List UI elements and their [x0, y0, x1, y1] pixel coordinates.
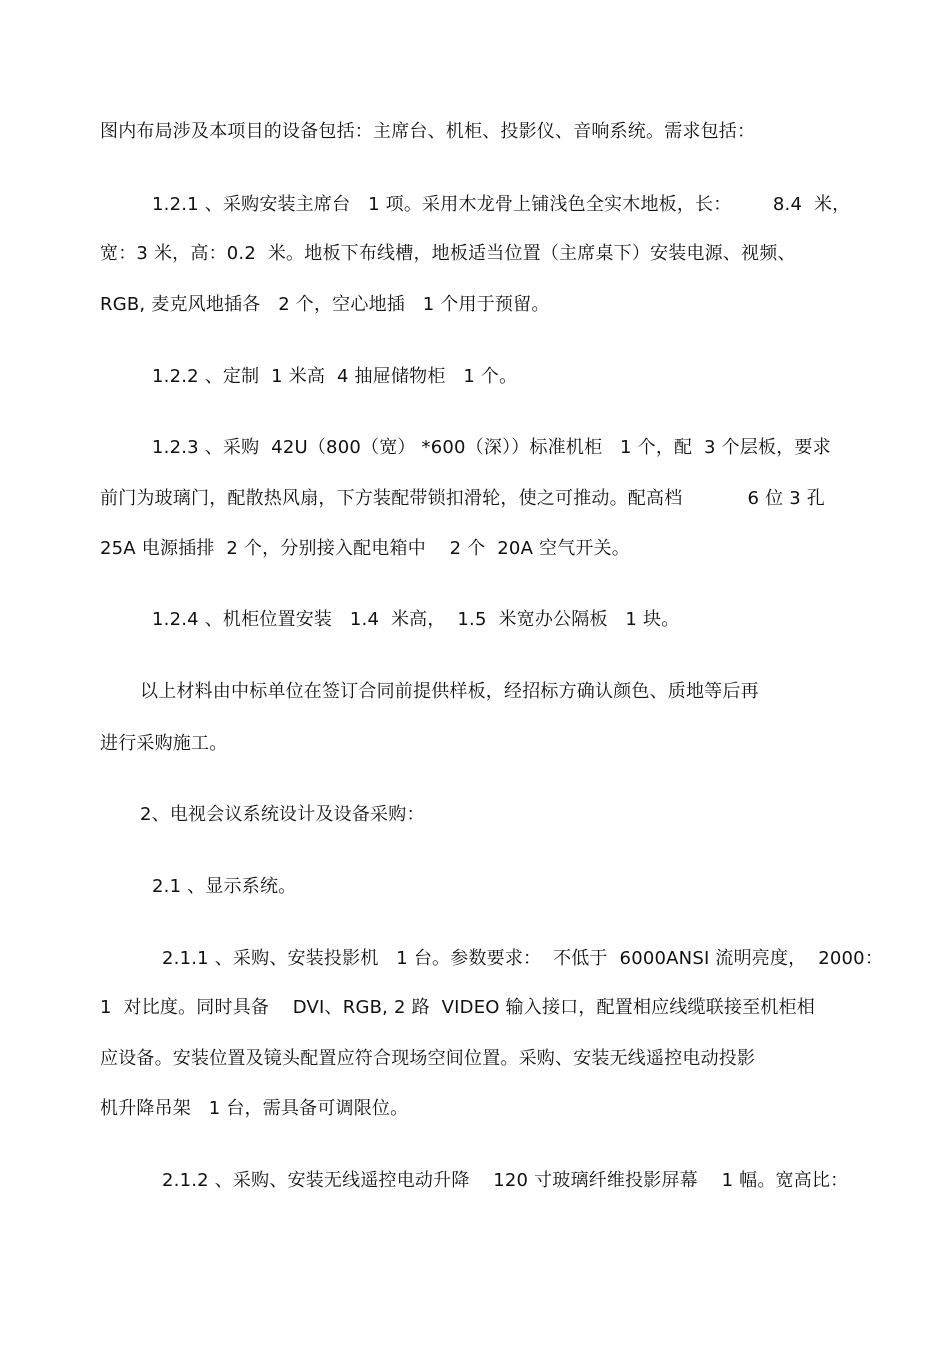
- item-2-1-1-line-2: 1 对比度。同时具备 DVI、RGB, 2 路 VIDEO 输入接口，配置相应线缆联接至机柜相: [100, 997, 815, 1018]
- item-2-1-2-line-1: 2.1.2 、采购、安装无线遥控电动升降 120 寸玻璃纤维投影屏幕 1 幅。宽高比：: [162, 1170, 849, 1191]
- item-2-1-1-line-3: 应设备。安装位置及镜头配置应符合现场空间位置。采购、安装无线遥控电动投影: [100, 1048, 756, 1069]
- item-2-1-1-line-4: 机升降吊架 1 台，需具备可调限位。: [100, 1098, 409, 1119]
- item-1-2-2-line: 1.2.2 、定制 1 米高 4 抽屉储物柜 1 个。: [152, 366, 518, 387]
- item-1-2-3-line-3: 25A 电源插排 2 个，分别接入配电箱中 2 个 20A 空气开关。: [100, 538, 630, 559]
- section-2-1-heading: 2.1 、显示系统。: [152, 876, 297, 897]
- section-2-heading: 2、电视会议系统设计及设备采购：: [140, 804, 425, 825]
- item-1-2-1-line-3: RGB, 麦克风地插各 2 个，空心地插 1 个用于预留。: [100, 294, 550, 315]
- item-1-2-3-line-1: 1.2.3 、采购 42U（800（宽） *600（深））标准机柜 1 个，配 3 个层板，要求: [152, 437, 831, 458]
- note-line-1: 以上材料由中标单位在签订合同前提供样板，经招标方确认颜色、质地等后再: [140, 681, 759, 702]
- item-1-2-4-line: 1.2.4 、机柜位置安装 1.4 米高， 1.5 米宽办公隔板 1 块。: [152, 609, 680, 630]
- item-1-2-1-line-2: 宽：3 米，高：0.2 米。地板下布线槽，地板适当位置（主席桌下）安装电源、视频、: [100, 243, 796, 264]
- item-1-2-1-line-1: 1.2.1 、采购安装主席台 1 项。采用木龙骨上铺浅色全实木地板，长： 8.4 米，: [152, 194, 851, 215]
- item-1-2-3-line-2: 前门为玻璃门，配散热风扇，下方装配带锁扣滑轮，使之可推动。配高档 6 位 3 孔: [100, 488, 826, 509]
- intro-line: 图内布局涉及本项目的设备包括：主席台、机柜、投影仪、音响系统。需求包括：: [100, 121, 756, 142]
- item-2-1-1-line-1: 2.1.1 、采购、安装投影机 1 台。参数要求： 不低于 6000ANSI 流明亮度， 2000：: [162, 948, 884, 969]
- note-line-2: 进行采购施工。: [100, 733, 228, 754]
